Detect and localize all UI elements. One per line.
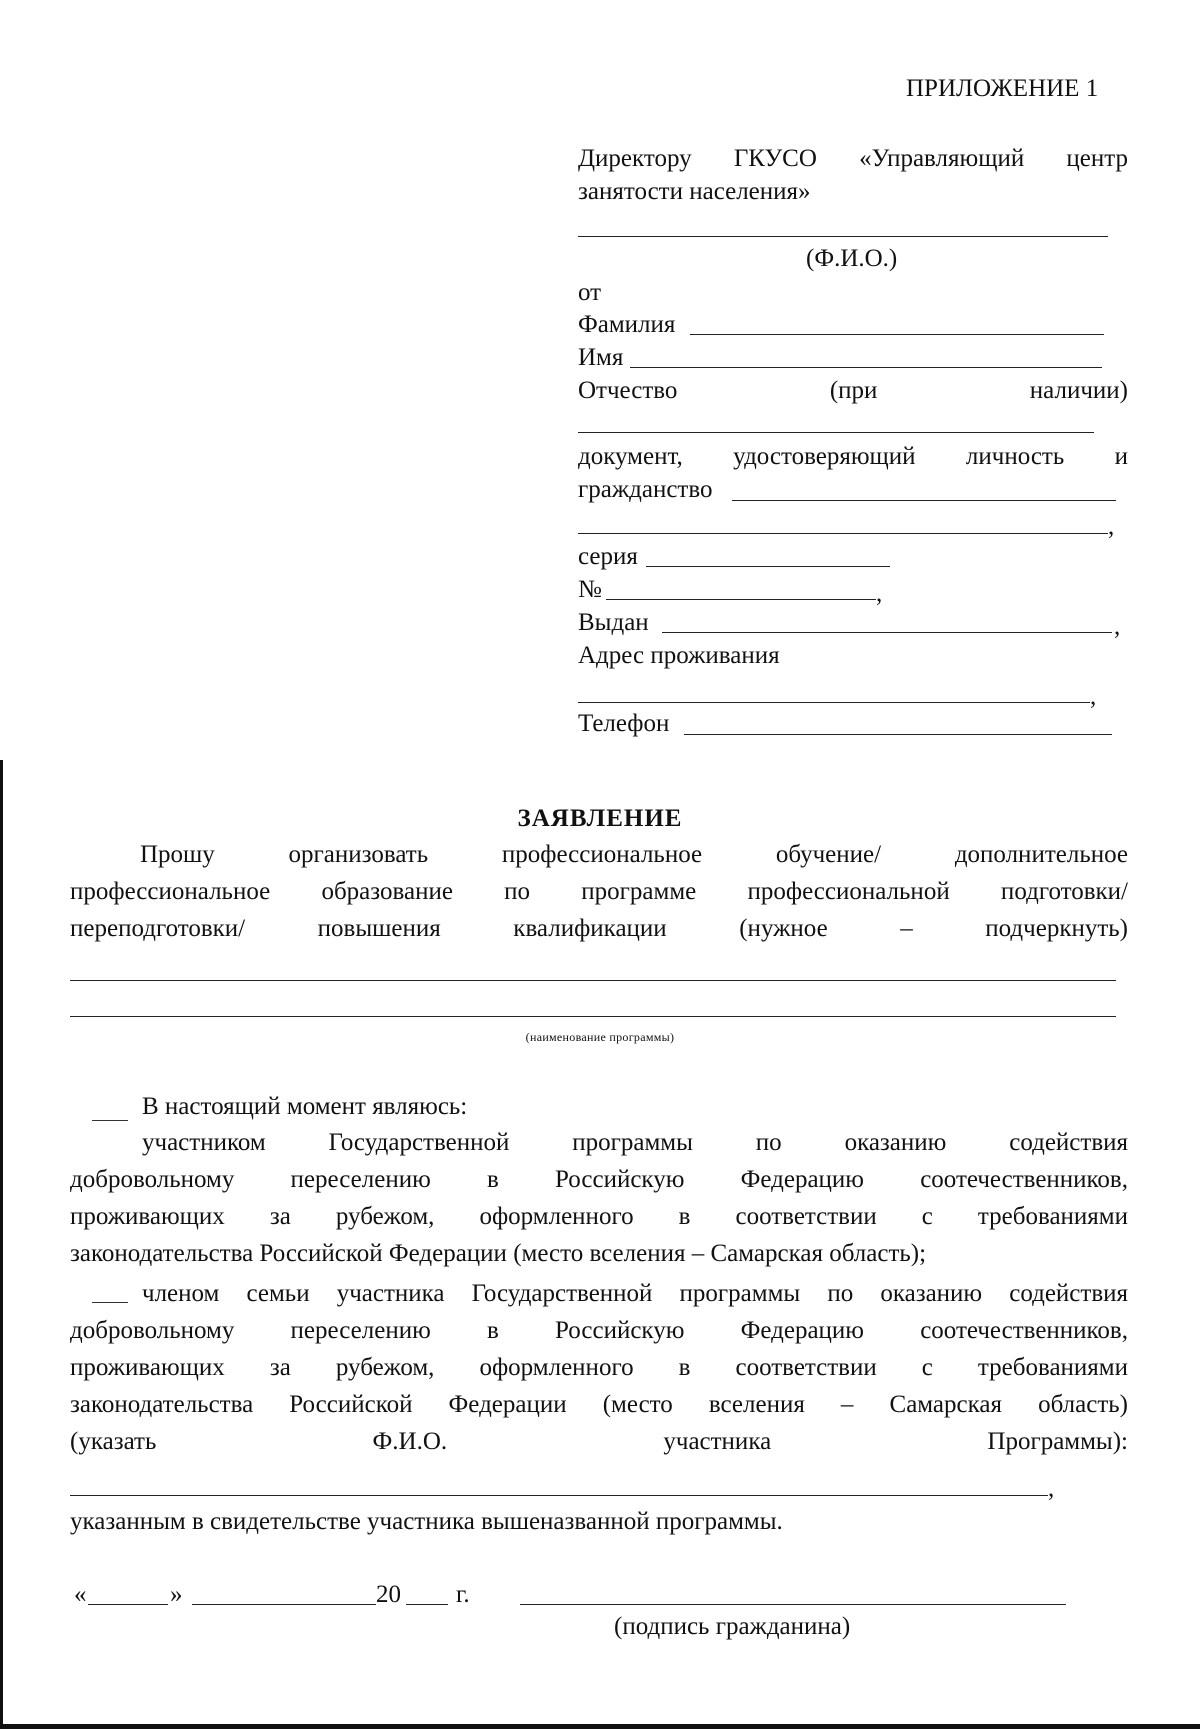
address-label: Адрес проживания <box>578 642 780 669</box>
year-field[interactable] <box>406 1604 448 1605</box>
number-field[interactable] <box>606 599 876 600</box>
director-fio-field[interactable] <box>578 236 1108 237</box>
scan-left-border <box>0 760 3 1729</box>
request-line-2: профессиональное образование по программе профессиональной подготовки/ <box>70 878 1128 905</box>
addressee-line-2: занятости населения» <box>578 178 811 205</box>
issued-field[interactable] <box>662 632 1112 633</box>
status-intro: В настоящий момент являюсь: <box>142 1093 468 1120</box>
date-open-quote: « <box>74 1581 87 1608</box>
citizenship-field[interactable] <box>732 500 1116 501</box>
request-line-1: Прошу организовать профессиональное обучение/ дополнительное <box>140 841 1128 868</box>
surname-label: Фамилия <box>578 311 676 338</box>
comma-3: , <box>1114 613 1121 640</box>
year-prefix: 20 <box>376 1581 401 1608</box>
family-member-line-2: добровольному переселению в Российскую Федерацию соотечественников, <box>70 1317 1128 1344</box>
year-suffix: г. <box>456 1581 470 1608</box>
comma-2: , <box>876 580 883 607</box>
program-name-field-1[interactable] <box>70 980 1116 981</box>
scan-bottom-border <box>0 1724 1200 1729</box>
series-field[interactable] <box>646 566 890 567</box>
participant-checkbox[interactable] <box>92 1120 128 1121</box>
program-participant-fio-field[interactable] <box>70 1495 1048 1496</box>
request-line-3: переподготовки/ повышения квалификации (нужное – подчеркнуть) <box>70 915 1128 942</box>
comma-1: , <box>1108 513 1115 540</box>
name-label: Имя <box>578 344 624 371</box>
issued-label: Выдан <box>578 609 649 636</box>
surname-field[interactable] <box>690 334 1104 335</box>
address-field[interactable] <box>578 702 1090 703</box>
comma-5: , <box>1048 1475 1055 1502</box>
signature-caption: (подпись гражданина) <box>614 1613 851 1640</box>
family-member-line-4: законодательства Российской Федерации (место вселения – Самарская область) <box>70 1391 1128 1418</box>
citizenship-label: гражданство <box>578 476 713 503</box>
program-caption: (наименование программы) <box>525 1030 675 1044</box>
participant-line-2: добровольному переселению в Российскую Федерацию соотечественников, <box>70 1166 1128 1193</box>
participant-line-1: участником Государственной программы по оказанию содействия <box>142 1129 1128 1156</box>
identity-document-field[interactable] <box>578 533 1108 534</box>
comma-4: , <box>1090 683 1097 710</box>
participant-line-3: проживающих за рубежом, оформленного в соответствии с требованиями <box>70 1203 1128 1230</box>
series-label: серия <box>578 543 638 570</box>
signature-field[interactable] <box>520 1604 1066 1605</box>
family-member-line-5: (указать Ф.И.О. участника Программы): <box>70 1428 1128 1455</box>
date-close-quote: » <box>170 1581 183 1608</box>
name-field[interactable] <box>630 367 1102 368</box>
participant-line-4: законодательства Российской Федерации (место вселения – Самарская область); <box>70 1240 927 1267</box>
patronymic-field[interactable] <box>578 432 1094 433</box>
certificate-note: указанным в свидетельстве участника вышеназванной программы. <box>70 1508 783 1535</box>
day-field[interactable] <box>88 1604 168 1605</box>
patronymic-label: Отчество (при наличии) <box>578 377 1128 404</box>
fio-caption: (Ф.И.О.) <box>806 245 898 272</box>
phone-label: Телефон <box>578 710 670 737</box>
family-member-line-1: членом семьи участника Государственной программы по оказанию содействия <box>142 1280 1128 1307</box>
program-name-field-2[interactable] <box>70 1016 1116 1017</box>
month-field[interactable] <box>192 1604 376 1605</box>
number-label: № <box>578 576 602 603</box>
document-title: ЗАЯВЛЕНИЕ <box>517 805 683 832</box>
family-member-checkbox[interactable] <box>92 1302 128 1303</box>
identity-document-label: документ, удостоверяющий личность и <box>578 443 1128 470</box>
family-member-line-3: проживающих за рубежом, оформленного в соответствии с требованиями <box>70 1354 1128 1381</box>
phone-field[interactable] <box>684 734 1112 735</box>
from-label: от <box>578 279 602 306</box>
appendix-label: ПРИЛОЖЕНИЕ 1 <box>906 75 1099 102</box>
addressee-line-1: Директору ГКУСО «Управляющий центр <box>578 145 1128 172</box>
